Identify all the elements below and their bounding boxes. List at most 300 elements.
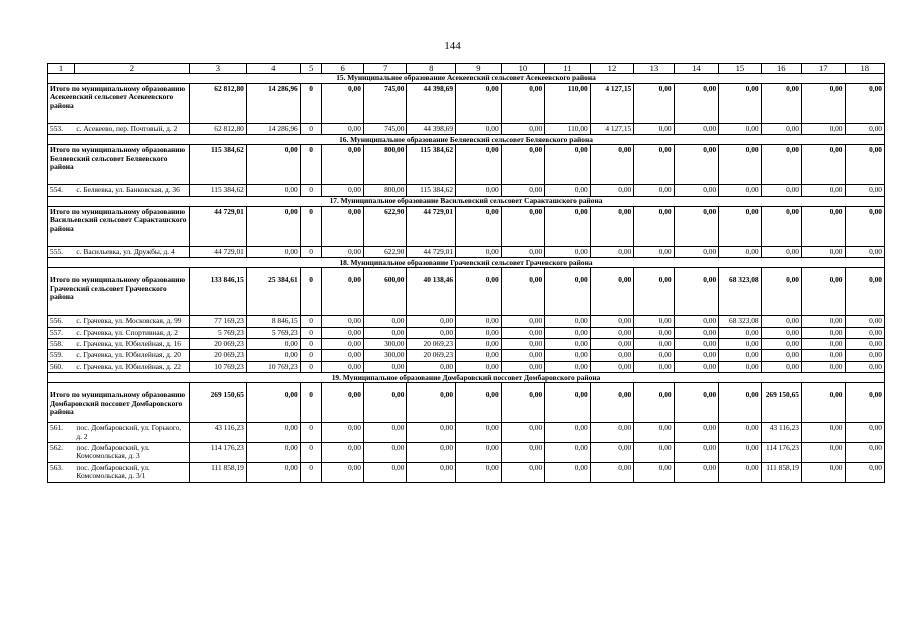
- section-title-row: [48, 196, 885, 206]
- total-value-cell: 0,00: [634, 268, 674, 316]
- total-value-cell: 0,00: [322, 383, 363, 423]
- value-cell: 0,00: [845, 316, 885, 327]
- total-value-cell: 0,00: [501, 383, 545, 423]
- total-value-cell: 0,00: [674, 84, 719, 124]
- table-row: [48, 339, 885, 350]
- total-value-cell: 0,00: [845, 206, 885, 246]
- column-number-cell: 3: [189, 64, 246, 74]
- total-value-cell: 0,00: [590, 268, 634, 316]
- total-value-cell: 0,00: [761, 268, 801, 316]
- column-number-cell: 5: [300, 64, 322, 74]
- column-number-row: [48, 64, 885, 74]
- total-value-cell: 0,00: [719, 206, 761, 246]
- total-value-cell: 0,00: [545, 206, 591, 246]
- value-cell: 0: [300, 423, 322, 443]
- value-cell: 0,00: [501, 443, 545, 463]
- column-number-cell: 16: [761, 64, 801, 74]
- value-cell: 0,00: [845, 443, 885, 463]
- value-cell: 0,00: [363, 443, 407, 463]
- total-label: Итого по муниципальному образованию Васильевский сельсовет Саракташского района: [48, 206, 190, 246]
- total-label: Итого по муниципальному образованию Асекеевский сельсовет Асекеевского района: [48, 84, 190, 124]
- table-row: [48, 462, 885, 482]
- table-row: [48, 246, 885, 257]
- total-value-cell: 0,00: [719, 383, 761, 423]
- total-value-cell: 110,00: [545, 84, 591, 124]
- total-value-cell: 0,00: [322, 84, 363, 124]
- total-value-cell: 0,00: [456, 268, 502, 316]
- value-cell: 0: [300, 316, 322, 327]
- value-cell: 0,00: [674, 361, 719, 372]
- value-cell: 300,00: [363, 350, 407, 361]
- value-cell: 0,00: [456, 124, 502, 135]
- value-cell: 0,00: [246, 246, 300, 257]
- total-value-cell: 0,00: [802, 268, 846, 316]
- value-cell: 0,00: [719, 462, 761, 482]
- value-cell: 0,00: [545, 350, 591, 361]
- value-cell: 0,00: [590, 339, 634, 350]
- total-value-cell: 269 150,65: [761, 383, 801, 423]
- row-number: 556.: [48, 316, 75, 327]
- value-cell: 0,00: [322, 443, 363, 463]
- value-cell: 0,00: [674, 327, 719, 338]
- value-cell: 0,00: [845, 327, 885, 338]
- value-cell: 0,00: [322, 339, 363, 350]
- value-cell: 0,00: [674, 185, 719, 196]
- total-value-cell: 0,00: [802, 84, 846, 124]
- table-row: [48, 361, 885, 372]
- value-cell: 110,00: [545, 124, 591, 135]
- value-cell: 0,00: [590, 246, 634, 257]
- value-cell: 0,00: [501, 246, 545, 257]
- value-cell: 0,00: [246, 443, 300, 463]
- total-value-cell: 68 323,08: [719, 268, 761, 316]
- value-cell: 0,00: [590, 185, 634, 196]
- total-value-cell: 0,00: [674, 268, 719, 316]
- value-cell: 0,00: [634, 350, 674, 361]
- value-cell: 0,00: [590, 423, 634, 443]
- table-row: [48, 350, 885, 361]
- total-value-cell: 0,00: [501, 145, 545, 185]
- value-cell: 0,00: [802, 246, 846, 257]
- value-cell: 0,00: [407, 443, 456, 463]
- value-cell: 0,00: [674, 350, 719, 361]
- value-cell: 0,00: [845, 124, 885, 135]
- value-cell: 0,00: [456, 327, 502, 338]
- value-cell: 0,00: [845, 185, 885, 196]
- total-value-cell: 0,00: [590, 383, 634, 423]
- object-address: с. Васильевка, ул. Дружбы, д. 4: [74, 246, 189, 257]
- value-cell: 0,00: [634, 246, 674, 257]
- total-value-cell: 44 729,01: [407, 206, 456, 246]
- value-cell: 745,00: [363, 124, 407, 135]
- total-value-cell: 0,00: [761, 145, 801, 185]
- value-cell: 0,00: [590, 327, 634, 338]
- value-cell: 0: [300, 443, 322, 463]
- total-value-cell: 0,00: [634, 145, 674, 185]
- section-title: 18. Муниципальное образование Грачевский сельсовет Грачевского района: [48, 258, 885, 268]
- value-cell: 0,00: [322, 462, 363, 482]
- value-cell: 0,00: [545, 246, 591, 257]
- value-cell: 0,00: [501, 361, 545, 372]
- value-cell: 0,00: [501, 124, 545, 135]
- total-value-cell: 44 729,01: [189, 206, 246, 246]
- value-cell: 0,00: [590, 443, 634, 463]
- column-number-cell: 13: [634, 64, 674, 74]
- value-cell: 0,00: [802, 462, 846, 482]
- value-cell: 0,00: [363, 327, 407, 338]
- total-value-cell: 0,00: [802, 145, 846, 185]
- value-cell: 0,00: [590, 462, 634, 482]
- total-value-cell: 14 286,96: [246, 84, 300, 124]
- value-cell: 0,00: [719, 185, 761, 196]
- value-cell: 0,00: [802, 361, 846, 372]
- object-address: с. Беляевка, ул. Банковская, д. 36: [74, 185, 189, 196]
- value-cell: 0,00: [322, 327, 363, 338]
- value-cell: 0,00: [363, 361, 407, 372]
- value-cell: 10 769,23: [189, 361, 246, 372]
- value-cell: 0,00: [246, 185, 300, 196]
- value-cell: 0,00: [322, 423, 363, 443]
- value-cell: 0,00: [634, 423, 674, 443]
- value-cell: 0,00: [590, 361, 634, 372]
- value-cell: 0: [300, 327, 322, 338]
- value-cell: 20 069,23: [407, 339, 456, 350]
- value-cell: 0: [300, 462, 322, 482]
- column-number-cell: 14: [674, 64, 719, 74]
- table-row: [48, 185, 885, 196]
- value-cell: 0,00: [590, 350, 634, 361]
- value-cell: 0,00: [719, 350, 761, 361]
- value-cell: 0,00: [674, 443, 719, 463]
- value-cell: 20 069,23: [407, 350, 456, 361]
- row-number: 560.: [48, 361, 75, 372]
- value-cell: 0,00: [407, 423, 456, 443]
- value-cell: 0,00: [634, 124, 674, 135]
- table-row: [48, 423, 885, 443]
- value-cell: 0,00: [407, 462, 456, 482]
- value-cell: 0,00: [761, 185, 801, 196]
- value-cell: 0,00: [322, 350, 363, 361]
- value-cell: 0,00: [456, 423, 502, 443]
- value-cell: 0,00: [322, 124, 363, 135]
- value-cell: 0,00: [246, 339, 300, 350]
- total-value-cell: 0,00: [674, 383, 719, 423]
- value-cell: 0,00: [761, 361, 801, 372]
- total-value-cell: 0,00: [634, 383, 674, 423]
- total-value-cell: 0,00: [634, 206, 674, 246]
- value-cell: 0,00: [845, 350, 885, 361]
- value-cell: 43 116,23: [189, 423, 246, 443]
- total-value-cell: 0,00: [761, 206, 801, 246]
- column-number-cell: 8: [407, 64, 456, 74]
- row-number: 558.: [48, 339, 75, 350]
- value-cell: 44 729,01: [189, 246, 246, 257]
- total-value-cell: 0,00: [456, 84, 502, 124]
- value-cell: 0,00: [634, 327, 674, 338]
- total-row: [48, 268, 885, 316]
- column-number-cell: 9: [456, 64, 502, 74]
- section-title-row: [48, 373, 885, 383]
- value-cell: 0,00: [719, 246, 761, 257]
- total-label: Итого по муниципальному образованию Беляевский сельсовет Беляевского района: [48, 145, 190, 185]
- value-cell: 0,00: [634, 339, 674, 350]
- section-title-row: [48, 74, 885, 84]
- value-cell: 0,00: [719, 339, 761, 350]
- value-cell: 0,00: [246, 462, 300, 482]
- value-cell: 0,00: [761, 350, 801, 361]
- total-value-cell: 0,00: [501, 84, 545, 124]
- value-cell: 0,00: [363, 316, 407, 327]
- total-value-cell: 0,00: [845, 145, 885, 185]
- total-row: [48, 383, 885, 423]
- value-cell: 0,00: [545, 339, 591, 350]
- column-number-cell: 11: [545, 64, 591, 74]
- value-cell: 0,00: [456, 339, 502, 350]
- value-cell: 0,00: [845, 462, 885, 482]
- total-value-cell: 44 398,69: [407, 84, 456, 124]
- value-cell: 0,00: [456, 361, 502, 372]
- table-row: [48, 124, 885, 135]
- value-cell: 5 769,23: [189, 327, 246, 338]
- value-cell: 0,00: [545, 185, 591, 196]
- value-cell: 0: [300, 350, 322, 361]
- value-cell: 111 858,19: [761, 462, 801, 482]
- column-number-cell: 4: [246, 64, 300, 74]
- value-cell: 20 069,23: [189, 339, 246, 350]
- value-cell: 0,00: [545, 423, 591, 443]
- value-cell: 800,00: [363, 185, 407, 196]
- table-row: [48, 316, 885, 327]
- column-number-cell: 2: [74, 64, 189, 74]
- value-cell: 0,00: [761, 339, 801, 350]
- value-cell: 0,00: [322, 361, 363, 372]
- value-cell: 111 858,19: [189, 462, 246, 482]
- value-cell: 20 069,23: [189, 350, 246, 361]
- value-cell: 0,00: [545, 316, 591, 327]
- total-value-cell: 0,00: [845, 268, 885, 316]
- value-cell: 115 384,62: [189, 185, 246, 196]
- column-number-cell: 17: [802, 64, 846, 74]
- value-cell: 0,00: [802, 423, 846, 443]
- table-body: [48, 64, 885, 483]
- value-cell: 0: [300, 185, 322, 196]
- section-title-row: [48, 135, 885, 145]
- value-cell: 0: [300, 124, 322, 135]
- total-label: Итого по муниципальному образованию Грачевский сельсовет Грачевского района: [48, 268, 190, 316]
- total-value-cell: 40 138,46: [407, 268, 456, 316]
- column-number-cell: 7: [363, 64, 407, 74]
- total-value-cell: 0,00: [407, 383, 456, 423]
- value-cell: 0,00: [407, 316, 456, 327]
- object-address: с. Грачевка, ул. Юбилейная, д. 22: [74, 361, 189, 372]
- object-address: с. Асекеево, пер. Почтовый, д. 2: [74, 124, 189, 135]
- value-cell: 0,00: [545, 327, 591, 338]
- value-cell: 0,00: [501, 316, 545, 327]
- value-cell: 0,00: [501, 327, 545, 338]
- value-cell: 44 729,01: [407, 246, 456, 257]
- value-cell: 0,00: [456, 316, 502, 327]
- value-cell: 622,90: [363, 246, 407, 257]
- value-cell: 0,00: [719, 423, 761, 443]
- value-cell: 62 812,80: [189, 124, 246, 135]
- section-title: 15. Муниципальное образование Асекеевский сельсовет Асекеевского района: [48, 74, 885, 84]
- total-value-cell: 0,00: [761, 84, 801, 124]
- column-number-cell: 12: [590, 64, 634, 74]
- row-number: 562.: [48, 443, 75, 463]
- column-number-cell: 18: [845, 64, 885, 74]
- table-row: [48, 327, 885, 338]
- table-row: [48, 443, 885, 463]
- value-cell: 0,00: [246, 423, 300, 443]
- value-cell: 0,00: [802, 327, 846, 338]
- value-cell: 0,00: [456, 462, 502, 482]
- value-cell: 68 323,08: [719, 316, 761, 327]
- value-cell: 0,00: [590, 316, 634, 327]
- value-cell: 0: [300, 246, 322, 257]
- total-value-cell: 0,00: [719, 84, 761, 124]
- value-cell: 43 116,23: [761, 423, 801, 443]
- object-address: пос. Домбаровский, ул. Горького, д. 2: [74, 423, 189, 443]
- total-value-cell: 0,00: [590, 206, 634, 246]
- total-row: [48, 84, 885, 124]
- value-cell: 0,00: [407, 361, 456, 372]
- value-cell: 0,00: [802, 350, 846, 361]
- value-cell: 0,00: [845, 339, 885, 350]
- total-value-cell: 0,00: [246, 145, 300, 185]
- value-cell: 0,00: [761, 246, 801, 257]
- total-value-cell: 0,00: [590, 145, 634, 185]
- total-value-cell: 0,00: [545, 268, 591, 316]
- value-cell: 0,00: [802, 124, 846, 135]
- total-label: Итого по муниципальному образованию Домбаровский поссовет Домбаровского района: [48, 383, 190, 423]
- total-value-cell: 0,00: [845, 84, 885, 124]
- value-cell: 0,00: [545, 443, 591, 463]
- object-address: с. Грачевка, ул. Спортивная, д. 2: [74, 327, 189, 338]
- value-cell: 0,00: [634, 443, 674, 463]
- value-cell: 0,00: [545, 462, 591, 482]
- section-title: 16. Муниципальное образование Беляевский сельсовет Беляевского района: [48, 135, 885, 145]
- value-cell: 0,00: [845, 361, 885, 372]
- total-value-cell: 0,00: [845, 383, 885, 423]
- value-cell: 5 769,23: [246, 327, 300, 338]
- value-cell: 0,00: [674, 246, 719, 257]
- section-title: 19. Муниципальное образование Домбаровский поссовет Домбаровского района: [48, 373, 885, 383]
- total-value-cell: 115 384,62: [407, 145, 456, 185]
- value-cell: 8 846,15: [246, 316, 300, 327]
- value-cell: 0,00: [802, 316, 846, 327]
- value-cell: 0,00: [674, 316, 719, 327]
- value-cell: 0,00: [634, 316, 674, 327]
- row-number: 555.: [48, 246, 75, 257]
- total-value-cell: 0: [300, 84, 322, 124]
- object-address: с. Грачевка, ул. Юбилейная, д. 20: [74, 350, 189, 361]
- total-value-cell: 25 384,61: [246, 268, 300, 316]
- total-value-cell: 0,00: [322, 145, 363, 185]
- total-value-cell: 800,00: [363, 145, 407, 185]
- column-number-cell: 1: [48, 64, 75, 74]
- value-cell: 0: [300, 339, 322, 350]
- total-value-cell: 0,00: [674, 145, 719, 185]
- total-value-cell: 0,00: [456, 383, 502, 423]
- total-value-cell: 600,00: [363, 268, 407, 316]
- value-cell: 0,00: [501, 423, 545, 443]
- value-cell: 0,00: [322, 246, 363, 257]
- value-cell: 0,00: [845, 246, 885, 257]
- value-cell: 0,00: [845, 423, 885, 443]
- register-table: [47, 63, 885, 483]
- row-number: 557.: [48, 327, 75, 338]
- object-address: с. Грачевка, ул. Юбилейная, д. 16: [74, 339, 189, 350]
- value-cell: 0,00: [363, 462, 407, 482]
- total-value-cell: 0,00: [719, 145, 761, 185]
- total-value-cell: 0,00: [322, 206, 363, 246]
- value-cell: 0,00: [674, 423, 719, 443]
- page-number: 144: [444, 40, 461, 52]
- total-value-cell: 0: [300, 383, 322, 423]
- total-value-cell: 0,00: [246, 206, 300, 246]
- object-address: с. Грачевка, ул. Московская, д. 99: [74, 316, 189, 327]
- value-cell: 300,00: [363, 339, 407, 350]
- value-cell: 0,00: [456, 185, 502, 196]
- value-cell: 115 384,62: [407, 185, 456, 196]
- total-value-cell: 0: [300, 145, 322, 185]
- value-cell: 0,00: [674, 462, 719, 482]
- object-address: пос. Домбаровский, ул. Комсомольская, д. 3/1: [74, 462, 189, 482]
- total-value-cell: 4 127,15: [590, 84, 634, 124]
- total-row: [48, 145, 885, 185]
- value-cell: 0,00: [501, 462, 545, 482]
- value-cell: 0,00: [363, 423, 407, 443]
- value-cell: 44 398,69: [407, 124, 456, 135]
- total-value-cell: 0,00: [501, 206, 545, 246]
- row-number: 553.: [48, 124, 75, 135]
- object-address: пос. Домбаровский, ул. Комсомольская, д. 3: [74, 443, 189, 463]
- section-title-row: [48, 258, 885, 268]
- value-cell: 0,00: [719, 361, 761, 372]
- total-value-cell: 0,00: [634, 84, 674, 124]
- value-cell: 4 127,15: [590, 124, 634, 135]
- total-value-cell: 115 384,62: [189, 145, 246, 185]
- value-cell: 0,00: [501, 350, 545, 361]
- value-cell: 0,00: [501, 185, 545, 196]
- total-value-cell: 0,00: [802, 206, 846, 246]
- value-cell: 114 176,23: [189, 443, 246, 463]
- total-value-cell: 269 150,65: [189, 383, 246, 423]
- total-value-cell: 0,00: [322, 268, 363, 316]
- total-value-cell: 0: [300, 268, 322, 316]
- value-cell: 0,00: [761, 124, 801, 135]
- total-value-cell: 0,00: [802, 383, 846, 423]
- value-cell: 0,00: [761, 327, 801, 338]
- value-cell: 0,00: [761, 316, 801, 327]
- total-value-cell: 0: [300, 206, 322, 246]
- total-value-cell: 0,00: [674, 206, 719, 246]
- value-cell: 14 286,96: [246, 124, 300, 135]
- value-cell: 0,00: [456, 246, 502, 257]
- total-value-cell: 62 812,80: [189, 84, 246, 124]
- value-cell: 77 169,23: [189, 316, 246, 327]
- column-number-cell: 6: [322, 64, 363, 74]
- value-cell: 0,00: [322, 185, 363, 196]
- row-number: 554.: [48, 185, 75, 196]
- total-value-cell: 0,00: [501, 268, 545, 316]
- value-cell: 0,00: [719, 327, 761, 338]
- value-cell: 0,00: [545, 361, 591, 372]
- value-cell: 0,00: [634, 462, 674, 482]
- value-cell: 0,00: [456, 443, 502, 463]
- row-number: 559.: [48, 350, 75, 361]
- value-cell: 0,00: [322, 316, 363, 327]
